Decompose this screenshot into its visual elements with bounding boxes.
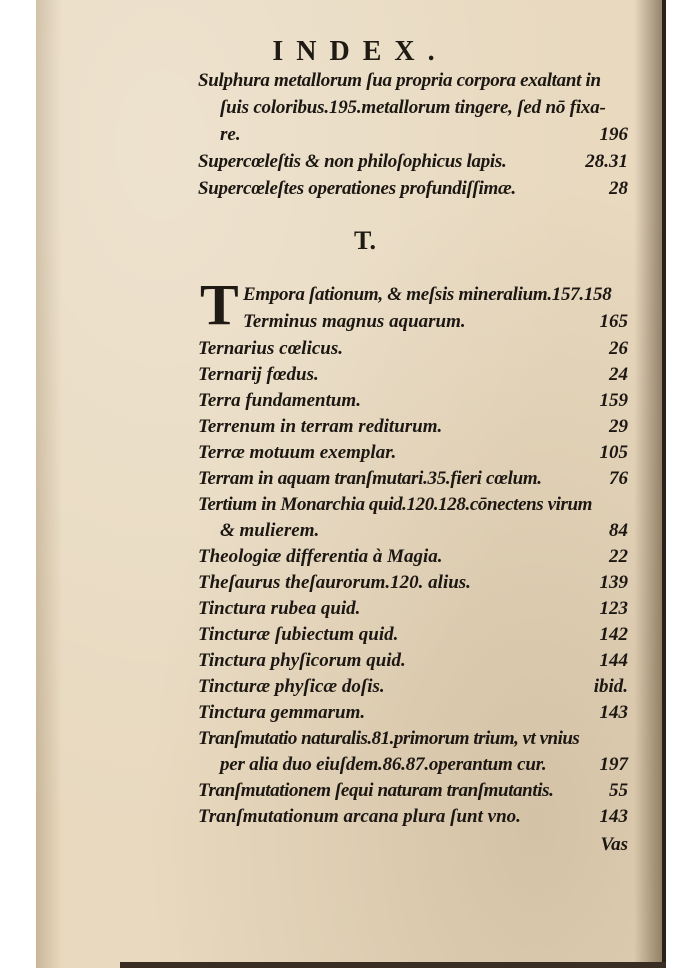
index-entry: Sulphura metallorum ſua propria corpora exaltant in [198, 70, 601, 91]
page-number: 143 [599, 806, 628, 827]
page-number: 139 [599, 572, 628, 593]
index-entry: per alia duo eiuſdem.86.87.operantum cur. [220, 754, 547, 775]
index-entry: Tincturæ phyſicæ doſis. [198, 676, 385, 697]
index-entry: Ternarius cœlicus. [198, 338, 343, 359]
index-entry: Tertium in Monarchia quid.120.128.cōnectens virum [198, 494, 593, 515]
index-entry: Theſaurus theſaurorum.120. alius. [198, 572, 471, 593]
page-number: 123 [599, 598, 628, 619]
page-number: 28 [609, 178, 628, 199]
index-entry: Theologiæ differentia à Magia. [198, 546, 443, 567]
page-number: ibid. [593, 676, 628, 697]
index-entry: Ternarij fœdus. [198, 364, 319, 385]
index-entry: Tranſmutatio naturalis.81.primorum trium, vt vnius [198, 728, 580, 749]
index-entry: Tranſmutationem ſequi naturam tranſmutantis. [198, 780, 554, 801]
page-number: 143 [599, 702, 628, 723]
index-entry: Supercœleſtes operationes profundiſſimæ. [198, 178, 516, 199]
index-entry: Terræ motuum exemplar. [198, 442, 397, 463]
index-entry: Tincturæ ſubiectum quid. [198, 624, 399, 645]
page-number: 165 [599, 311, 628, 332]
index-entry: re. [220, 124, 241, 145]
index-entry: Tranſmutationum arcana plura ſunt vno. [198, 806, 521, 827]
running-header: INDEX. [272, 36, 448, 67]
index-entry: Tinctura rubea quid. [198, 598, 361, 619]
index-entry: ſuis coloribus.195.metallorum tingere, ſed nō fixa- [220, 97, 606, 118]
page-number: 197 [599, 754, 628, 775]
page-number: 29 [609, 416, 628, 437]
index-entry: Tinctura gemmarum. [198, 702, 366, 723]
section-letter: T. [354, 226, 376, 255]
index-entry: Terra fundamentum. [198, 390, 361, 411]
catchword: Vas [600, 834, 628, 855]
page-bottom-edge [120, 962, 666, 968]
page-number: 24 [609, 364, 628, 385]
index-entry: Supercœleſtis & non philoſophicus lapis. [198, 151, 507, 172]
page-number: 142 [599, 624, 628, 645]
page-number: 26 [609, 338, 628, 359]
page-number: 159 [599, 390, 628, 411]
drop-cap: T [200, 272, 239, 337]
index-entry: Terrenum in terram rediturum. [198, 416, 443, 437]
index-entry: Terram in aquam tranſmutari.35.fieri cœlum. [198, 468, 542, 489]
page-number: 84 [609, 520, 628, 541]
index-entry: & mulierem. [220, 520, 320, 541]
page-number: 22 [609, 546, 628, 567]
page-number: 55 [609, 780, 628, 801]
page-number: 105 [599, 442, 628, 463]
page-number: 144 [599, 650, 628, 671]
page-number: 196 [599, 124, 628, 145]
index-entry: Tinctura phyſicorum quid. [198, 650, 406, 671]
page-number: 28.31 [585, 151, 628, 172]
index-entry: Terminus magnus aquarum. [243, 311, 466, 332]
index-entry: Empora ſationum, & meſsis mineralium.157.158 [243, 284, 612, 305]
page-number: 76 [609, 468, 628, 489]
